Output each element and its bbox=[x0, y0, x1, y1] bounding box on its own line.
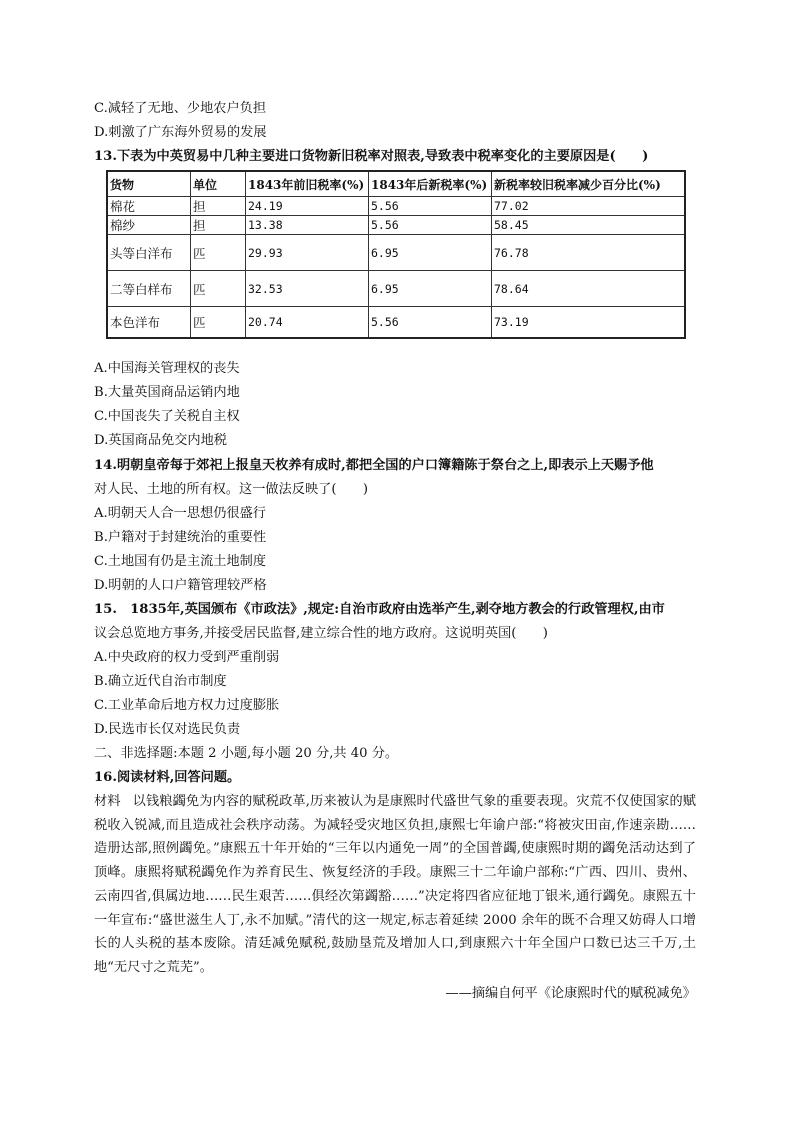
table-cell: 匹 bbox=[191, 271, 246, 307]
table-cell: 担 bbox=[191, 197, 246, 216]
q14-stem-line1: 14.明朝皇帝每于郊祀上报皇天枚养有成时,都把全国的户口簿籍陈于祭台之上,即表示上天赐予他 bbox=[94, 458, 654, 473]
table-header-cell: 货物 bbox=[107, 171, 191, 197]
table-cell: 58.45 bbox=[492, 216, 686, 235]
q13-stem: 13.下表为中英贸易中几种主要进口货物新旧税率对照表,导致表中税率变化的主要原因是( ) bbox=[94, 149, 649, 164]
q15-option-c: C.工业革命后地方权力过度膨胀 bbox=[94, 698, 280, 713]
q14-option-d: D.明朝的人口户籍管理较严格 bbox=[94, 578, 267, 593]
table-cell: 6.95 bbox=[369, 235, 492, 271]
q15-option-b: B.确立近代自治市制度 bbox=[94, 674, 227, 689]
table-cell: 5.56 bbox=[369, 216, 492, 235]
material-text: 以钱粮蠲免为内容的赋税政革,历来被认为是康熙时代盛世气象的重要表现。灾荒不仅使国家的赋税收入锐减,而且造成社会秩序动荡。为减轻受灾地区负担,康熙七年谕户部:“将被灾田亩,作速亲勘……造册达部,照例蠲免。”康熙五十年开始的“三年以内通免一周”的全国普蠲,使康熙时期的蠲免活动达到了顶峰。康熙将赋税蠲免作为养育民生、恢复经济的手段。康熙三十二年谕户部称:“广西、四川、贵州、云南四省,俱属边地……民生艰苦……俱经次第蠲豁……”决定将四省应征地丁银米,通行蠲免。康熙五十一年宣布:“盛世滋生人丁,永不加赋。”清代的这一规定,标志着延续 2000 余年的既不合理又妨碍人口增长的人头税的基本废除。清廷减免赋税,鼓励垦荒及增加人口,到康熙六十年全国户口数已达三千万,土地“无尺寸之荒芜”。 bbox=[94, 794, 696, 975]
q15-stem-line1: 15. 1835年,英国颁布《市政法》,规定:自治市政府由选举产生,剥夺地方教会的行政管理权,由市 bbox=[94, 602, 665, 617]
table-header-cell: 1843年后新税率(%) bbox=[369, 171, 492, 197]
table-row bbox=[107, 307, 685, 339]
table-cell: 77.02 bbox=[492, 197, 686, 216]
q15-stem-line2: 议会总览地方事务,并接受居民监督,建立综合性的地方政府。这说明英国( ) bbox=[94, 626, 548, 641]
table-header-cell: 新税率较旧税率减少百分比(%) bbox=[492, 171, 686, 197]
q14-option-b: B.户籍对于封建统治的重要性 bbox=[94, 530, 267, 545]
table-cell: 32.53 bbox=[246, 271, 369, 307]
table-cell: 76.78 bbox=[492, 235, 686, 271]
q13-option-b: B.大量英国商品运销内地 bbox=[94, 385, 240, 400]
table-cell: 本色洋布 bbox=[107, 307, 191, 339]
table-cell: 20.74 bbox=[246, 307, 369, 339]
table-cell: 二等白样布 bbox=[107, 271, 191, 307]
table-cell: 13.38 bbox=[246, 216, 369, 235]
table-cell: 73.19 bbox=[492, 307, 686, 339]
material-source: ——摘编自何平《论康熙时代的赋税减免》 bbox=[445, 986, 696, 1001]
table-row bbox=[107, 235, 685, 271]
table-row bbox=[107, 216, 685, 235]
material-label: 材料 bbox=[94, 794, 121, 809]
table-cell: 匹 bbox=[191, 235, 246, 271]
table-cell: 匹 bbox=[191, 307, 246, 339]
q14-option-c: C.土地国有仍是主流土地制度 bbox=[94, 554, 267, 569]
table-row bbox=[107, 271, 685, 307]
table-cell: 5.56 bbox=[369, 197, 492, 216]
q16-material bbox=[94, 790, 696, 980]
table-row bbox=[107, 197, 685, 216]
table-cell: 5.56 bbox=[369, 307, 492, 339]
q16-stem: 16.阅读材料,回答问题。 bbox=[94, 770, 241, 785]
section-heading: 二、非选择题:本题 2 小题,每小题 20 分,共 40 分。 bbox=[94, 746, 399, 761]
table-cell: 24.19 bbox=[246, 197, 369, 216]
table-header-cell: 1843年前旧税率(%) bbox=[246, 171, 369, 197]
q13-option-a: A.中国海关管理权的丧失 bbox=[94, 361, 240, 376]
table-cell: 29.93 bbox=[246, 235, 369, 271]
q15-option-d: D.民选市长仅对选民负责 bbox=[94, 722, 241, 737]
table-header-row bbox=[107, 171, 685, 197]
q15-option-a: A.中央政府的权力受到严重削弱 bbox=[94, 650, 280, 665]
table-cell: 78.64 bbox=[492, 271, 686, 307]
table-header-cell: 单位 bbox=[191, 171, 246, 197]
q12-option-d: D.刺激了广东海外贸易的发展 bbox=[94, 125, 267, 140]
q14-option-a: A.明朝天人合一思想仍很盛行 bbox=[94, 506, 266, 521]
table-cell: 担 bbox=[191, 216, 246, 235]
table-cell: 棉纱 bbox=[107, 216, 191, 235]
tariff-table bbox=[106, 170, 686, 339]
q14-stem-line2: 对人民、土地的所有权。这一做法反映了( ) bbox=[94, 482, 369, 497]
q13-option-d: D.英国商品免交内地税 bbox=[94, 433, 227, 448]
table-cell: 头等白洋布 bbox=[107, 235, 191, 271]
q13-option-c: C.中国丧失了关税自主权 bbox=[94, 409, 240, 424]
table-cell: 6.95 bbox=[369, 271, 492, 307]
table-cell: 棉花 bbox=[107, 197, 191, 216]
q12-option-c: C.减轻了无地、少地农户负担 bbox=[94, 101, 267, 116]
